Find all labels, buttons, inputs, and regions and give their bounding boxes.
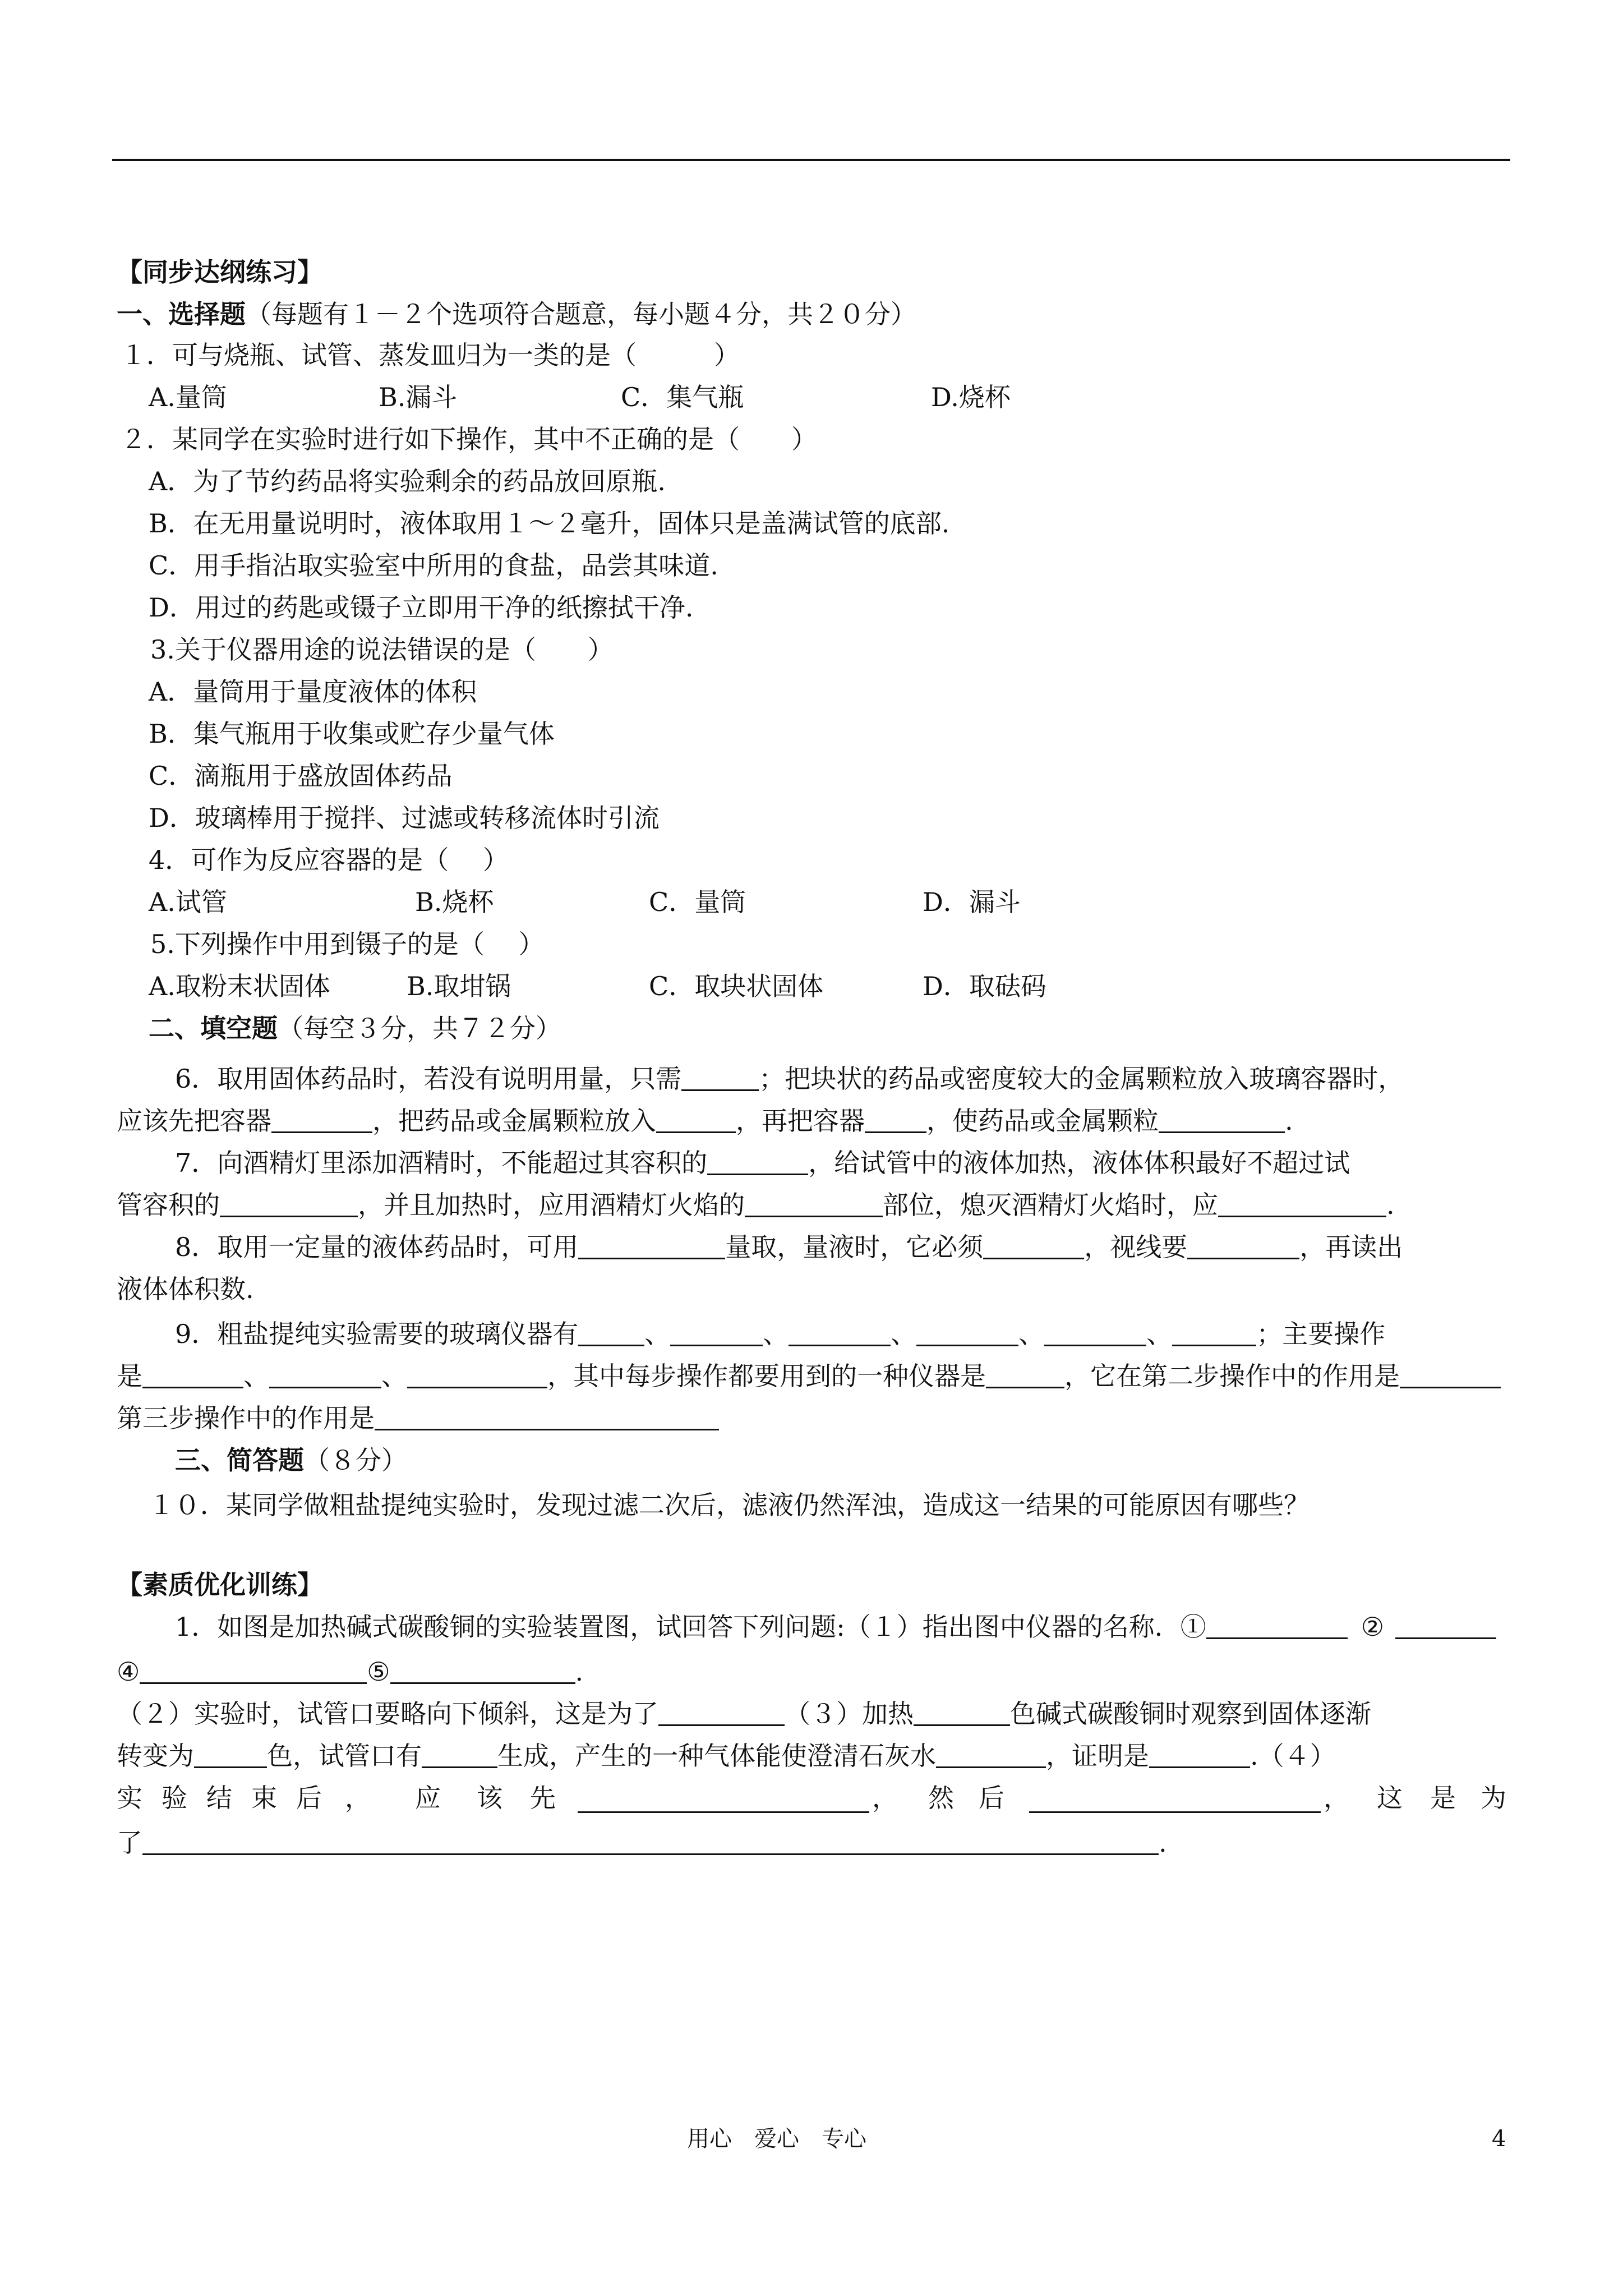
quality-l5-char: 然	[928, 1783, 954, 1813]
q9-line1: 9．粗盐提纯实验需要的玻璃仪器有 、 、 、 、 、 ；主要操作	[175, 1319, 1386, 1349]
q4-stem: 4．可作为反应容器的是（ ）	[149, 845, 509, 875]
q3-option-c: C．滴瓶用于盛放固体药品	[149, 761, 453, 791]
q2-stem: ２．某同学在实验时进行如下操作，其中不正确的是（ ）	[121, 424, 817, 454]
quality-blank-13[interactable]	[1029, 1786, 1321, 1813]
quality-l5-comma: ，	[872, 1783, 898, 1813]
q8-blank-1[interactable]	[578, 1232, 725, 1259]
quality-l5-char: 先	[530, 1783, 556, 1813]
quality-blank-7[interactable]	[914, 1699, 1010, 1726]
q9-blank-9[interactable]	[407, 1361, 547, 1388]
quality-l5-char: 验	[162, 1783, 187, 1813]
q6-blank-4[interactable]	[865, 1106, 926, 1133]
q4-option-d: D．漏斗	[923, 887, 1021, 917]
q5-option-c: C．取块状固体	[649, 971, 824, 1001]
q2-option-a: A．为了节约药品将实验剩余的药品放回原瓶.	[149, 466, 666, 496]
q6-blank-1[interactable]	[681, 1064, 759, 1091]
q9-blank-5[interactable]	[1044, 1319, 1146, 1346]
quality-q1-line3: （２）实验时，试管口要略向下倾斜，这是为了 （３）加热 色碱式碳酸铜时观察到固体逐渐	[117, 1699, 1371, 1729]
q3-stem: 3.关于仪器用途的说法错误的是（ ）	[150, 634, 614, 665]
q1-option-c: C．集气瓶	[621, 382, 744, 412]
quality-q1-line1: 1．如图是加热碱式碳酸铜的实验装置图，试回答下列问题:（１）指出图中仪器的名称．① ②	[175, 1610, 1496, 1644]
quality-q1-line6: 了 .	[117, 1828, 1167, 1858]
q2-option-d: D．用过的药匙或镊子立即用干净的纸擦拭干净.	[149, 592, 694, 623]
quality-blank-6[interactable]	[658, 1699, 785, 1726]
quality-l5-char: 为	[1481, 1783, 1506, 1813]
q9-blank-6[interactable]	[1172, 1319, 1256, 1346]
q9-blank-4[interactable]	[916, 1319, 1018, 1346]
quality-l5-char: 该	[477, 1783, 502, 1813]
quality-q1-line4: 转变为 色，试管口有 生成，产生的一种气体能使澄清石灰水 ，证明是 .（４）	[117, 1741, 1336, 1771]
q9-blank-8[interactable]	[269, 1361, 381, 1388]
q1-stem: １．可与烧瓶、试管、蒸发皿归为一类的是（ ）	[121, 340, 740, 370]
q4-option-a: A.试管	[149, 887, 227, 917]
q7-blank-3[interactable]	[745, 1190, 883, 1217]
q9-blank-10[interactable]	[986, 1361, 1064, 1388]
q6-line1: 6．取用固体药品时，若没有说明用量，只需 ；把块状的药品或密度较大的金属颗粒放入玻璃容器时，	[175, 1064, 1404, 1094]
choice-section-note: （每题有１－２个选项符合题意，每小题４分，共２０分）	[246, 299, 916, 329]
quality-blank-1[interactable]	[1206, 1612, 1348, 1639]
quality-blank-2[interactable]	[1395, 1612, 1496, 1639]
q9-blank-1[interactable]	[578, 1319, 644, 1346]
q7-line1: 7．向酒精灯里添加酒精时，不能超过其容积的 ，给试管中的液体加热，液体体积最好不超过试	[175, 1148, 1350, 1178]
q10-stem: １０．某同学做粗盐提纯实验时，发现过滤二次后，滤液仍然浑浊，造成这一结果的可能原因有哪些？	[149, 1490, 1310, 1520]
q9-blank-3[interactable]	[789, 1319, 891, 1346]
quality-l5-char: ，	[345, 1783, 371, 1813]
quality-blank-8[interactable]	[194, 1741, 267, 1768]
fill-section-title: 二、填空题	[149, 1013, 278, 1043]
short-section-heading	[175, 1443, 407, 1477]
q6-blank-3[interactable]	[656, 1106, 736, 1133]
q6-line2: 应该先把容器 ，把药品或金属颗粒放入 ，再把容器 ，使药品或金属颗粒 .	[117, 1106, 1293, 1136]
q8-line1: 8．取用一定量的液体药品时，可用 量取，量液时，它必须 ，视线要 ，再读出	[175, 1232, 1403, 1262]
quality-l5-char: 这	[1377, 1783, 1403, 1813]
page-number: 4	[1492, 2126, 1506, 2152]
q9-blank-12[interactable]	[375, 1403, 719, 1430]
q9-blank-7[interactable]	[142, 1361, 243, 1388]
q7-blank-1[interactable]	[707, 1148, 808, 1175]
quality-l5-char: 是	[1430, 1783, 1456, 1813]
quality-l5-char: 应	[415, 1783, 441, 1813]
q8-blank-2[interactable]	[983, 1232, 1084, 1259]
quality-blank-9[interactable]	[422, 1741, 497, 1768]
quality-q1-line2: ④ ⑤ .	[117, 1657, 584, 1687]
quality-l5-char: 后	[979, 1783, 1004, 1813]
quality-l5-char: 结	[206, 1783, 232, 1813]
q7-blank-4[interactable]	[1218, 1190, 1386, 1217]
q5-stem: 5.下列操作中用到镊子的是（ ）	[150, 929, 545, 959]
quality-blank-14[interactable]	[142, 1828, 1159, 1855]
q6-blank-2[interactable]	[271, 1106, 372, 1133]
short-section-title: 三、简答题	[175, 1445, 304, 1475]
quality-l5-char: 实	[117, 1783, 142, 1813]
q9-blank-11[interactable]	[1400, 1361, 1501, 1388]
q2-option-b: B．在无用量说明时，液体取用１～２毫升，固体只是盖满试管的底部.	[149, 508, 950, 539]
q9-blank-2[interactable]	[670, 1319, 763, 1346]
quality-blank-12[interactable]	[578, 1786, 869, 1813]
quality-blank-11[interactable]	[1149, 1741, 1250, 1768]
fill-section-note: （每空３分，共７２分）	[278, 1013, 561, 1043]
choice-section-title: 一、选择题	[117, 299, 246, 329]
q3-option-a: A．量筒用于量度液体的体积	[149, 677, 477, 707]
q8-line2: 液体体积数.	[117, 1274, 254, 1304]
q1-option-a: A.量筒	[149, 382, 227, 412]
q9-line2: 是 、 、 ，其中每步操作都要用到的一种仪器是 ，它在第二步操作中的作用是	[117, 1359, 1501, 1393]
footer-motto: 用心 爱心 专心	[687, 2126, 866, 2152]
quality-l5-comma: ，	[1324, 1783, 1349, 1813]
quality-l5-char: 后	[296, 1783, 322, 1813]
choice-section-heading	[117, 297, 916, 331]
quality-blank-10[interactable]	[936, 1741, 1046, 1768]
q5-option-b: B.取坩锅	[407, 971, 511, 1001]
q7-line2: 管容积的 ，并且加热时，应用酒精灯火焰的 部位，熄灭酒精灯火焰时，应 .	[117, 1190, 1395, 1220]
fill-section-heading	[149, 1011, 561, 1045]
q9-line3: 第三步操作中的作用是	[117, 1401, 719, 1435]
quality-l5-char: 束	[251, 1783, 277, 1813]
q2-option-c: C．用手指沾取实验室中所用的食盐，品尝其味道.	[149, 550, 718, 581]
section-title-sync: 【同步达纲练习】	[117, 257, 323, 287]
q5-option-d: D．取砝码	[923, 971, 1046, 1001]
q3-option-b: B．集气瓶用于收集或贮存少量气体	[149, 719, 555, 749]
q8-blank-3[interactable]	[1187, 1232, 1299, 1259]
q4-option-c: C．量筒	[649, 887, 746, 917]
q1-option-b: B.漏斗	[379, 382, 458, 412]
header-rule	[112, 159, 1510, 161]
quality-blank-4[interactable]	[140, 1657, 367, 1684]
quality-blank-5[interactable]	[390, 1657, 575, 1684]
short-section-note: （８分）	[304, 1445, 407, 1475]
q6-blank-5[interactable]	[1159, 1106, 1285, 1133]
q5-option-a: A.取粉末状固体	[149, 971, 330, 1001]
q4-option-b: B.烧杯	[415, 887, 494, 917]
q7-blank-2[interactable]	[220, 1190, 358, 1217]
section-title-quality: 【素质优化训练】	[117, 1570, 323, 1600]
q3-option-d: D．玻璃棒用于搅拌、过滤或转移流体时引流	[149, 803, 660, 833]
q1-option-d: D.烧杯	[931, 382, 1011, 412]
